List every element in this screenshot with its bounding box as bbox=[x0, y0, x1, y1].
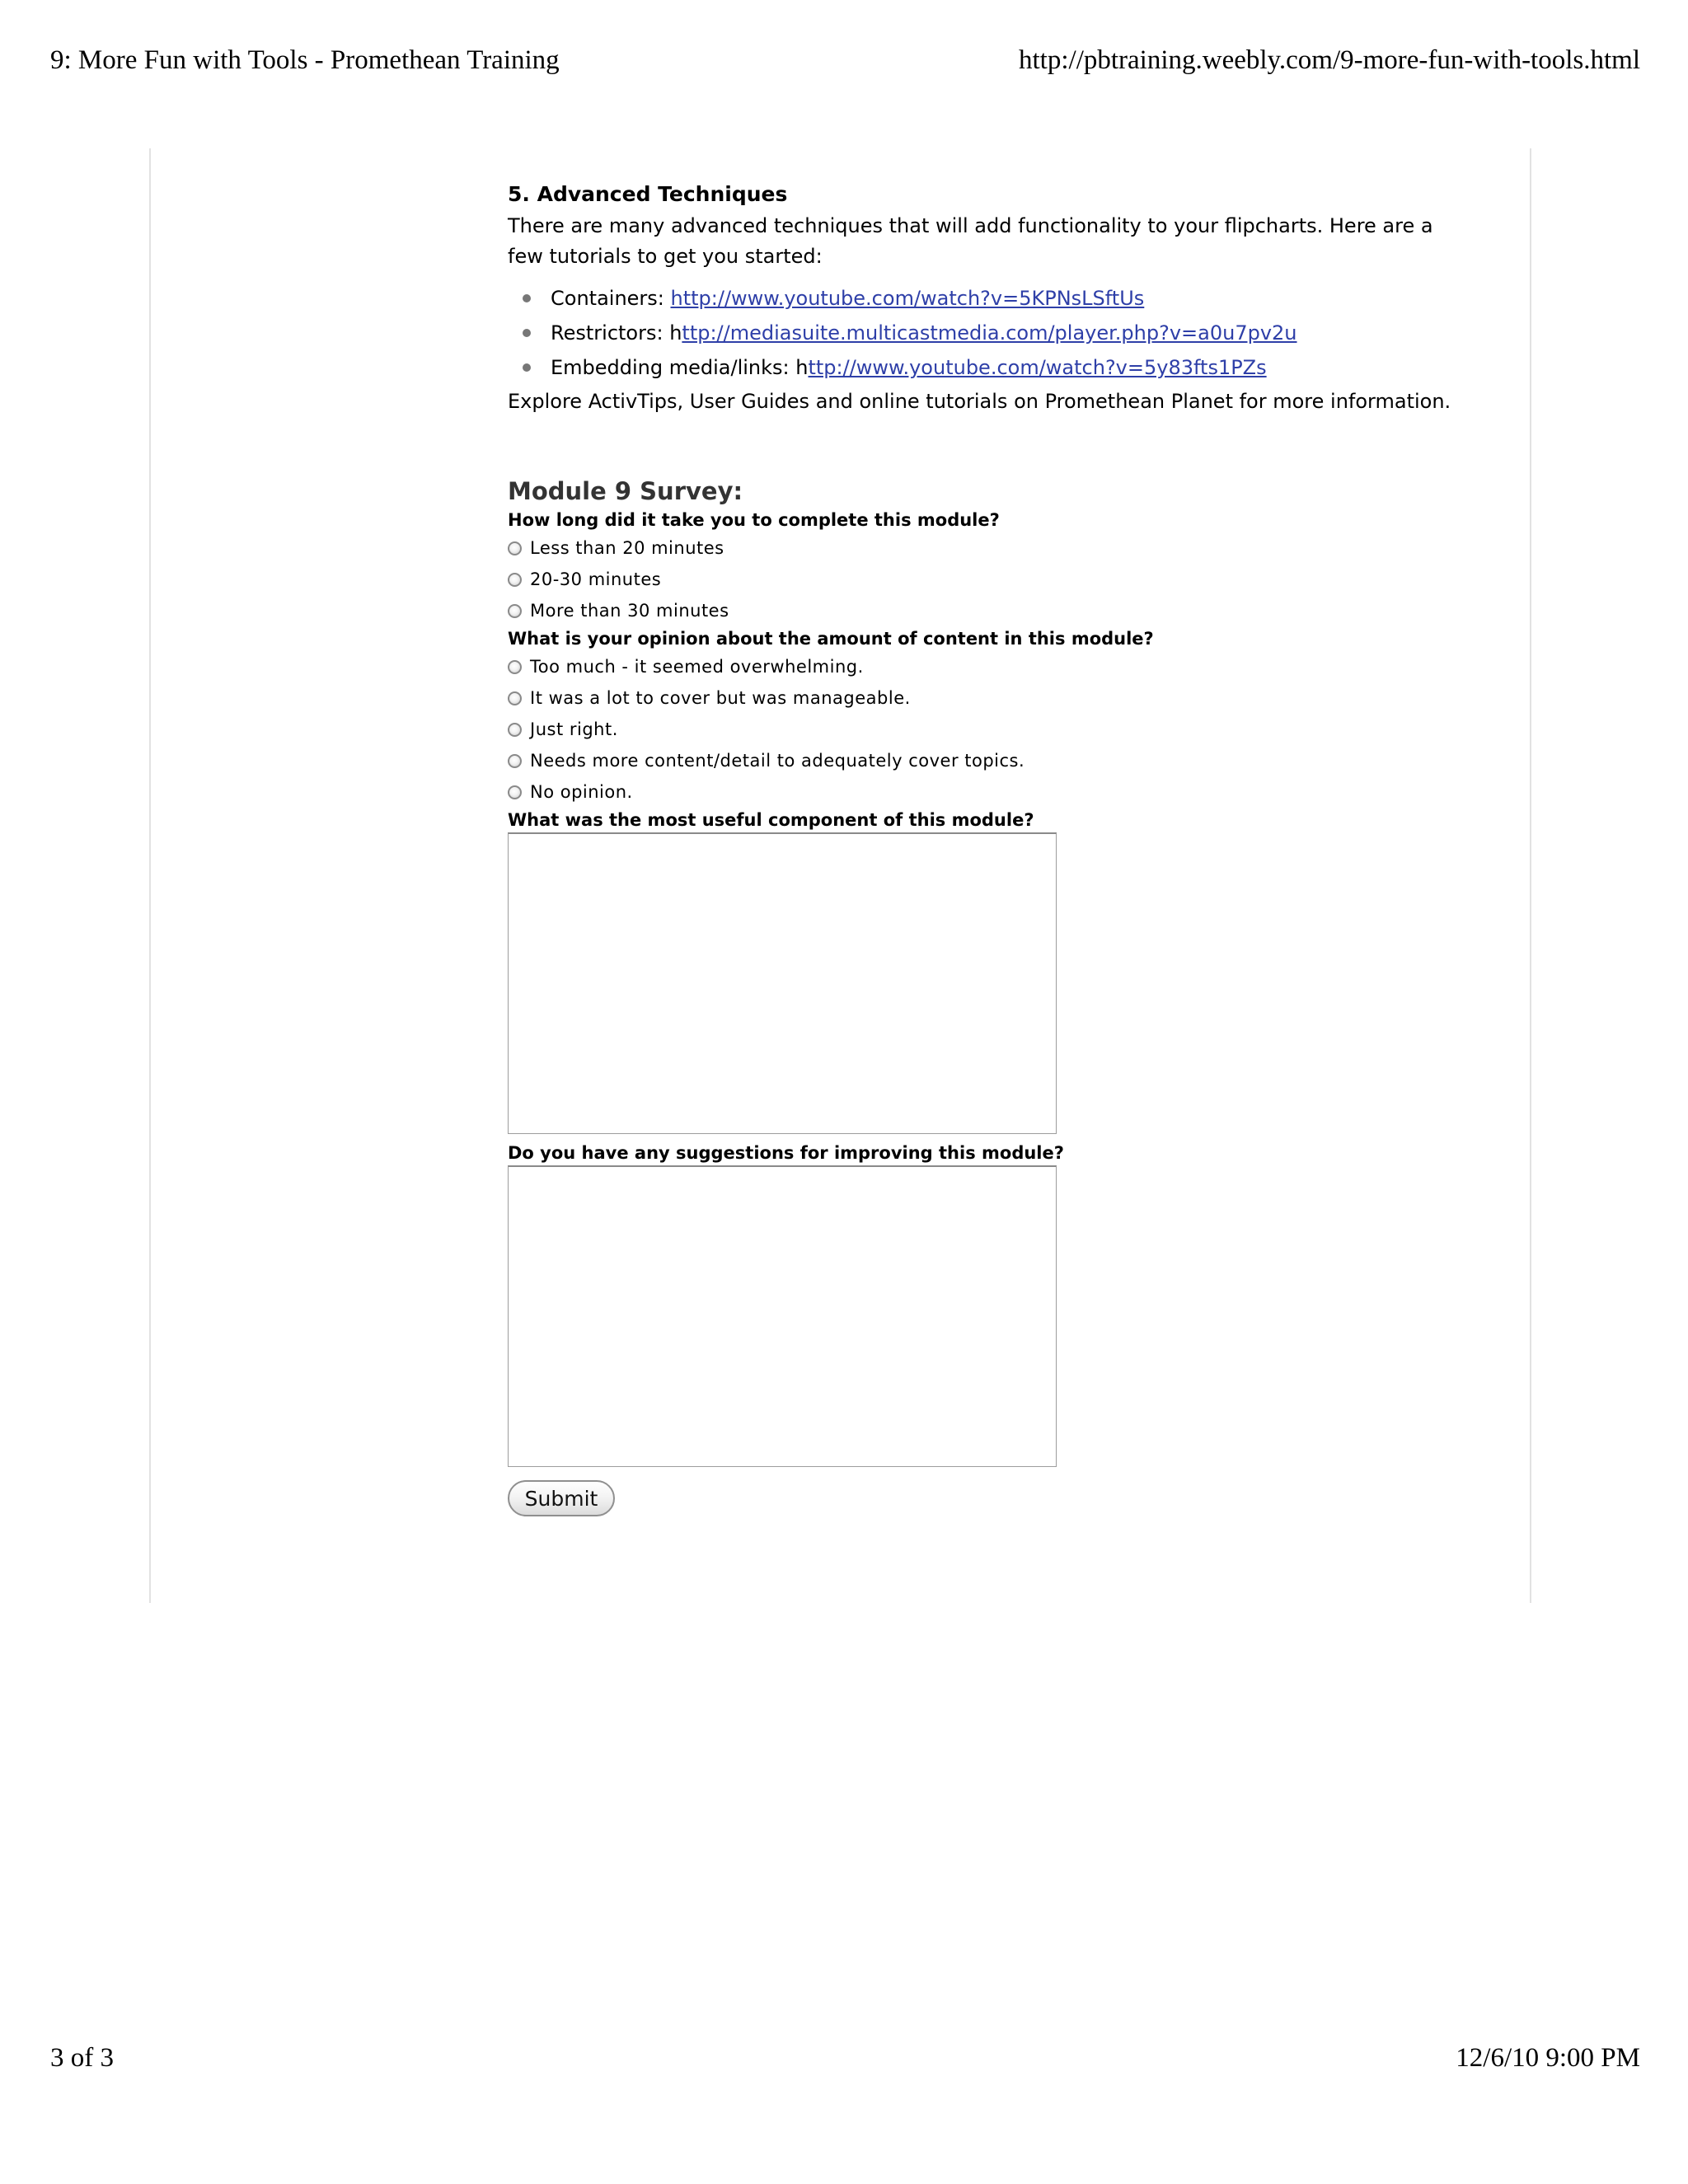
question-most-useful: What was the most useful component of this module? bbox=[508, 810, 1034, 830]
option-label: Just right. bbox=[530, 719, 618, 739]
containers-link[interactable]: http://www.youtube.com/watch?v=5KPNsLSftUs bbox=[670, 287, 1145, 310]
radio-button[interactable] bbox=[508, 723, 522, 737]
print-footer-datetime: 12/6/10 9:00 PM bbox=[1456, 2043, 1640, 2073]
radio-button[interactable] bbox=[508, 691, 522, 705]
explore-text: Explore ActivTips, User Guides and online tutorials on Promethean Planet for more information. bbox=[508, 390, 1451, 413]
print-footer-page-number: 3 of 3 bbox=[50, 2043, 114, 2073]
option-label: It was a lot to cover but was manageable. bbox=[530, 688, 911, 708]
print-header-title: 9: More Fun with Tools - Promethean Training bbox=[50, 45, 560, 75]
question-content-amount: What is your opinion about the amount of content in this module? bbox=[508, 629, 1154, 649]
page-frame-right-border bbox=[1530, 148, 1531, 1603]
tutorial-label: Containers: bbox=[551, 287, 671, 310]
main-content bbox=[508, 178, 1464, 1516]
submit-button[interactable]: Submit bbox=[508, 1480, 615, 1516]
most-useful-textarea[interactable] bbox=[508, 832, 1057, 1134]
option-label: Less than 20 minutes bbox=[530, 538, 724, 558]
bullet-icon bbox=[523, 363, 531, 372]
option-manageable[interactable] bbox=[508, 682, 1464, 714]
restrictors-link[interactable]: ttp://mediasuite.multicastmedia.com/player.php?v=a0u7pv2u bbox=[682, 321, 1297, 344]
question-suggestions: Do you have any suggestions for improving this module? bbox=[508, 1143, 1064, 1163]
option-20-30[interactable] bbox=[508, 564, 1464, 595]
option-label: More than 30 minutes bbox=[530, 601, 729, 621]
list-item-containers bbox=[508, 281, 1464, 316]
list-item-embedding bbox=[508, 350, 1464, 385]
list-item-restrictors bbox=[508, 316, 1464, 350]
embedding-link[interactable]: ttp://www.youtube.com/watch?v=5y83fts1PZs bbox=[808, 356, 1267, 379]
section-intro: There are many advanced techniques that will add functionality to your flipcharts. Here are a few tutorials to get you started: bbox=[508, 214, 1433, 268]
tutorial-label: Embedding media/links: h bbox=[551, 356, 809, 379]
question-completion-time: How long did it take you to complete this module? bbox=[508, 510, 1000, 530]
option-label: Needs more content/detail to adequately cover topics. bbox=[530, 751, 1025, 771]
option-label: Too much - it seemed overwhelming. bbox=[530, 657, 864, 677]
survey-form bbox=[508, 508, 1464, 1516]
radio-button[interactable] bbox=[508, 785, 522, 799]
option-less-than-20[interactable] bbox=[508, 532, 1464, 564]
radio-button[interactable] bbox=[508, 573, 522, 587]
suggestions-textarea[interactable] bbox=[508, 1165, 1057, 1467]
tutorial-label: Restrictors: h bbox=[551, 321, 682, 344]
survey-title: Module 9 Survey: bbox=[508, 477, 743, 505]
print-header-url: http://pbtraining.weebly.com/9-more-fun-with-tools.html bbox=[1019, 45, 1640, 75]
option-too-much[interactable] bbox=[508, 651, 1464, 682]
option-just-right[interactable] bbox=[508, 714, 1464, 745]
radio-button[interactable] bbox=[508, 660, 522, 674]
tutorial-list bbox=[508, 281, 1464, 385]
bullet-icon bbox=[523, 329, 531, 337]
option-no-opinion[interactable] bbox=[508, 776, 1464, 808]
option-more-than-30[interactable] bbox=[508, 595, 1464, 626]
radio-button[interactable] bbox=[508, 754, 522, 768]
radio-button[interactable] bbox=[508, 604, 522, 618]
radio-button[interactable] bbox=[508, 541, 522, 555]
page-frame-left-border bbox=[149, 148, 151, 1603]
option-label: No opinion. bbox=[530, 782, 633, 802]
section-heading: 5. Advanced Techniques bbox=[508, 182, 788, 206]
option-needs-more[interactable] bbox=[508, 745, 1464, 776]
option-label: 20-30 minutes bbox=[530, 569, 662, 589]
bullet-icon bbox=[523, 294, 531, 302]
